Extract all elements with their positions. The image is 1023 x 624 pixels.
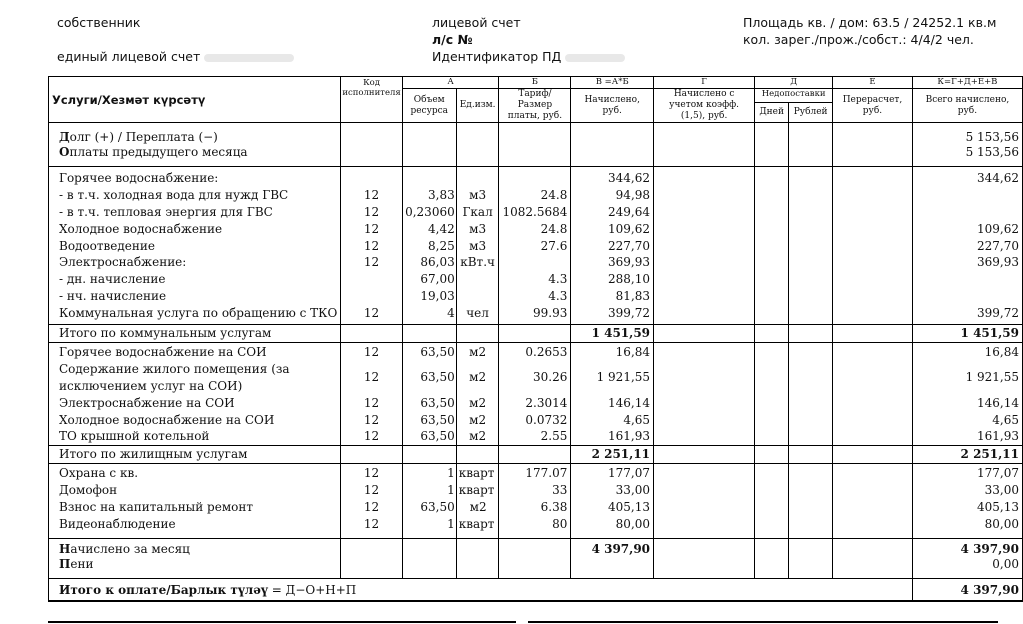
debt-value: 5 153,56 xyxy=(965,130,1019,144)
total-value: 16,84 xyxy=(984,345,1019,359)
total-value: 405,13 xyxy=(977,500,1019,515)
charged-value: 146,14 xyxy=(608,395,651,410)
total-value xyxy=(916,288,1019,305)
total-value: 33,00 xyxy=(984,483,1019,498)
account-number-label: л/с № xyxy=(432,32,473,47)
month-total-row xyxy=(49,539,1023,579)
total-value: 227,70 xyxy=(977,238,1019,253)
volume-value: 63,50 xyxy=(420,345,455,359)
total-value: 369,93 xyxy=(977,255,1019,270)
service-name: Электроснабжение: xyxy=(59,255,187,270)
service-name: - нч. начисление xyxy=(59,289,167,304)
unit-value: м2 xyxy=(469,500,487,515)
unit-value: кварт xyxy=(458,517,495,532)
total-value xyxy=(916,271,1019,288)
service-name: Холодное водоснабжение xyxy=(59,221,223,236)
total-value: 109,62 xyxy=(977,221,1019,236)
col-letter-a: А xyxy=(402,77,499,89)
volume-value: 67,00 xyxy=(420,272,455,287)
charged-value: 16,84 xyxy=(615,345,651,359)
tariff-value: 30.26 xyxy=(533,369,568,384)
unit-value: чел xyxy=(466,306,489,321)
volume-value: 63,50 xyxy=(420,369,455,384)
housing-block xyxy=(49,343,1023,446)
executor-code: 12 xyxy=(363,466,380,481)
tariff-value: 2.3014 xyxy=(525,395,568,410)
total-value xyxy=(916,187,1019,204)
tariff-value: 99.93 xyxy=(533,306,568,321)
service-name: - в т.ч. тепловая энергия для ГВС xyxy=(59,204,273,219)
unit-value: кварт xyxy=(458,483,495,498)
charged-value: 1 921,55 xyxy=(596,369,651,384)
service-name: Коммунальная услуга по обращению с ТКО xyxy=(59,306,338,321)
charged-value: 249,64 xyxy=(608,204,651,219)
col-letter-k: К=Г+Д+Е+В xyxy=(912,77,1022,89)
unit-value xyxy=(458,170,498,187)
volume-value: 0,23060 xyxy=(405,204,455,219)
days-header: Дней xyxy=(755,103,789,123)
service-name: Холодное водоснабжение на СОИ xyxy=(59,412,275,427)
pd-id-label: Идентификатор ПД xyxy=(432,49,625,64)
unit-value: м3 xyxy=(469,238,487,253)
charged-value: 399,72 xyxy=(608,306,651,321)
volume-value: 63,50 xyxy=(420,500,455,515)
executor-code: 12 xyxy=(363,345,380,359)
charged-value: 369,93 xyxy=(608,255,651,270)
tariff-value xyxy=(502,170,567,187)
total-value: 1 921,55 xyxy=(965,369,1019,384)
debt-label: Долг (+) / Переплата (−) xyxy=(59,130,218,144)
month-charged-value: 4 397,90 xyxy=(571,539,654,579)
executor-code xyxy=(344,288,398,305)
unit-value: м2 xyxy=(469,429,487,444)
executor-code xyxy=(344,170,398,187)
service-name: ТО крышной котельной xyxy=(59,429,210,444)
service-name: Горячее водоснабжение: xyxy=(59,171,219,185)
undersupply-header: Недопоставки xyxy=(755,89,833,103)
col-letter-v: В =А*Б xyxy=(571,77,654,89)
volume-value: 86,03 xyxy=(420,255,455,270)
executor-code: 12 xyxy=(363,238,380,253)
service-name: Видеонаблюдение xyxy=(59,517,176,532)
prev-payments-value: 5 153,56 xyxy=(965,145,1019,159)
debt-row xyxy=(49,123,1023,167)
total-value xyxy=(916,204,1019,221)
service-name: Горячее водоснабжение на СОИ xyxy=(59,345,267,359)
charged-value: 81,83 xyxy=(615,289,651,304)
recalc-header: Перерасчет, руб. xyxy=(833,89,913,123)
unit-value xyxy=(458,271,498,288)
tariff-value: 24.8 xyxy=(540,221,568,236)
volume-value xyxy=(404,170,455,187)
tariff-value: 24.8 xyxy=(540,187,568,202)
unit-value: м2 xyxy=(469,345,487,359)
tariff-value: 4.3 xyxy=(548,272,568,287)
service-name: - дн. начисление xyxy=(59,272,166,287)
total-value: 4,65 xyxy=(992,412,1019,427)
col-letter-g: Г xyxy=(654,77,755,89)
penalty-label: Пени xyxy=(59,557,94,572)
volume-value: 1 xyxy=(447,517,455,532)
owner-label: собственник xyxy=(57,15,141,30)
charged-value: 227,70 xyxy=(608,238,651,253)
executor-code: 12 xyxy=(363,369,380,384)
rubles-header: Рублей xyxy=(789,103,833,123)
volume-value: 63,50 xyxy=(420,429,455,444)
tariff-value xyxy=(502,254,567,271)
utilities-total-label: Итого по коммунальным услугам xyxy=(49,325,341,343)
tariff-value: 2.55 xyxy=(540,429,568,444)
tariff-value: 0.2653 xyxy=(525,345,568,359)
utilities-total-charged: 1 451,59 xyxy=(571,325,654,343)
volume-value: 4,42 xyxy=(428,221,455,236)
executor-code: 12 xyxy=(363,204,380,219)
volume-value: 63,50 xyxy=(420,395,455,410)
unit-value: кварт xyxy=(458,466,495,481)
tariff-header: Тариф/Размер платы, руб. xyxy=(499,89,571,123)
volume-value: 19,03 xyxy=(420,289,455,304)
total-value: 344,62 xyxy=(977,171,1019,185)
utilities-total-sum: 1 451,59 xyxy=(912,325,1022,343)
housing-total-sum: 2 251,11 xyxy=(912,446,1022,464)
col-letter-d: Д xyxy=(755,77,833,89)
tariff-value: 4.3 xyxy=(548,289,568,304)
pay-total-label: Итого к оплате/Барлык түләү = Д−О+Н+П xyxy=(49,579,913,601)
area-text: Площадь кв. / дом: 63.5 / 24252.1 кв.м xyxy=(743,15,997,30)
col-letter-e: Е xyxy=(833,77,913,89)
total-value: 399,72 xyxy=(977,306,1019,321)
charged-value: 177,07 xyxy=(608,466,651,481)
charged-value: 405,13 xyxy=(608,500,651,515)
volume-value: 4 xyxy=(447,306,455,321)
unified-account-label: единый лицевой счет xyxy=(57,49,294,64)
month-total-value: 4 397,90 xyxy=(960,542,1019,557)
executor-code: 12 xyxy=(363,306,380,321)
account-label: лицевой счет xyxy=(432,15,521,30)
unit-value: м2 xyxy=(469,369,487,384)
charged-value: 80,00 xyxy=(615,517,651,532)
tariff-value: 80 xyxy=(552,517,568,532)
unit-header: Ед.изм. xyxy=(456,89,499,123)
housing-total-row xyxy=(49,446,1023,464)
executor-code xyxy=(344,271,398,288)
service-name: Электроснабжение на СОИ xyxy=(59,395,235,410)
tariff-value: 1082.5684 xyxy=(502,204,568,219)
total-value: 80,00 xyxy=(984,517,1019,532)
service-name: Домофон xyxy=(59,483,118,498)
bill-table xyxy=(48,76,1023,602)
charged-value: 161,93 xyxy=(608,429,651,444)
total-header: Всего начислено, руб. xyxy=(912,89,1022,123)
col-letter-b: Б xyxy=(499,77,571,89)
divider-right xyxy=(528,621,998,623)
total-value: 177,07 xyxy=(977,466,1019,481)
volume-value: 63,50 xyxy=(420,412,455,427)
tariff-value: 177.07 xyxy=(525,466,568,481)
tariff-value: 6.38 xyxy=(540,500,568,515)
executor-code: 12 xyxy=(363,187,380,202)
prev-payments-label: Оплаты предыдущего месяца xyxy=(59,145,248,159)
volume-value: 8,25 xyxy=(428,238,455,253)
unit-value: м2 xyxy=(469,395,487,410)
month-charged-label: Начислено за месяц xyxy=(59,542,190,557)
charged-coef-header: Начислено с учетом коэфф. (1,5), руб. xyxy=(654,89,755,123)
service-name: Взнос на капитальный ремонт xyxy=(59,500,254,515)
unit-value: кВт.ч xyxy=(460,255,495,270)
executor-code: 12 xyxy=(363,395,380,410)
executor-header: Код исполнителя xyxy=(341,77,402,123)
charged-value: 109,62 xyxy=(608,221,651,236)
service-name: исключением услуг на СОИ) xyxy=(59,378,243,393)
residents-text: кол. зарег./прож./собст.: 4/4/2 чел. xyxy=(743,32,974,47)
charged-value: 33,00 xyxy=(615,483,651,498)
executor-code: 12 xyxy=(363,483,380,498)
penalty-value: 0,00 xyxy=(992,557,1019,572)
executor-code: 12 xyxy=(363,429,380,444)
other-block xyxy=(49,464,1023,539)
charged-value: 344,62 xyxy=(608,171,651,185)
executor-code: 12 xyxy=(363,500,380,515)
housing-total-charged: 2 251,11 xyxy=(571,446,654,464)
volume-header: Объем ресурса xyxy=(402,89,456,123)
total-value: 161,93 xyxy=(977,429,1019,444)
service-name: Водоотведение xyxy=(59,238,155,253)
service-name: Содержание жилого помещения (за xyxy=(59,361,290,376)
unit-value: м3 xyxy=(469,187,487,202)
unit-value: м2 xyxy=(469,412,487,427)
divider-left xyxy=(48,621,516,623)
executor-code: 12 xyxy=(363,517,380,532)
volume-value: 3,83 xyxy=(428,187,455,202)
executor-code: 12 xyxy=(363,412,380,427)
executor-code: 12 xyxy=(363,255,380,270)
tariff-value: 27.6 xyxy=(540,238,568,253)
unit-value xyxy=(458,288,498,305)
charged-value: 288,10 xyxy=(608,272,651,287)
service-name: Охрана с кв. xyxy=(59,466,139,481)
executor-code: 12 xyxy=(363,221,380,236)
redacted-pd-id xyxy=(565,54,625,62)
tariff-value: 0.0732 xyxy=(525,412,568,427)
volume-value: 1 xyxy=(447,483,455,498)
services-header: Услуги/Хезмәт күрсәтү xyxy=(49,77,341,123)
utilities-block xyxy=(49,167,1023,325)
charged-value: 4,65 xyxy=(623,412,651,427)
charged-value: 94,98 xyxy=(615,187,651,202)
pay-total-value: 4 397,90 xyxy=(912,579,1022,601)
utilities-total-row xyxy=(49,325,1023,343)
housing-total-label: Итого по жилищным услугам xyxy=(49,446,341,464)
unit-value: Гкал xyxy=(462,204,493,219)
pay-total-row xyxy=(49,579,1023,601)
charged-header: Начислено, руб. xyxy=(571,89,654,123)
unit-value: м3 xyxy=(469,221,487,236)
service-name: - в т.ч. холодная вода для нужд ГВС xyxy=(59,187,289,202)
total-value: 146,14 xyxy=(977,395,1019,410)
volume-value: 1 xyxy=(447,466,455,481)
redacted-account xyxy=(204,54,294,62)
tariff-value: 33 xyxy=(552,483,568,498)
